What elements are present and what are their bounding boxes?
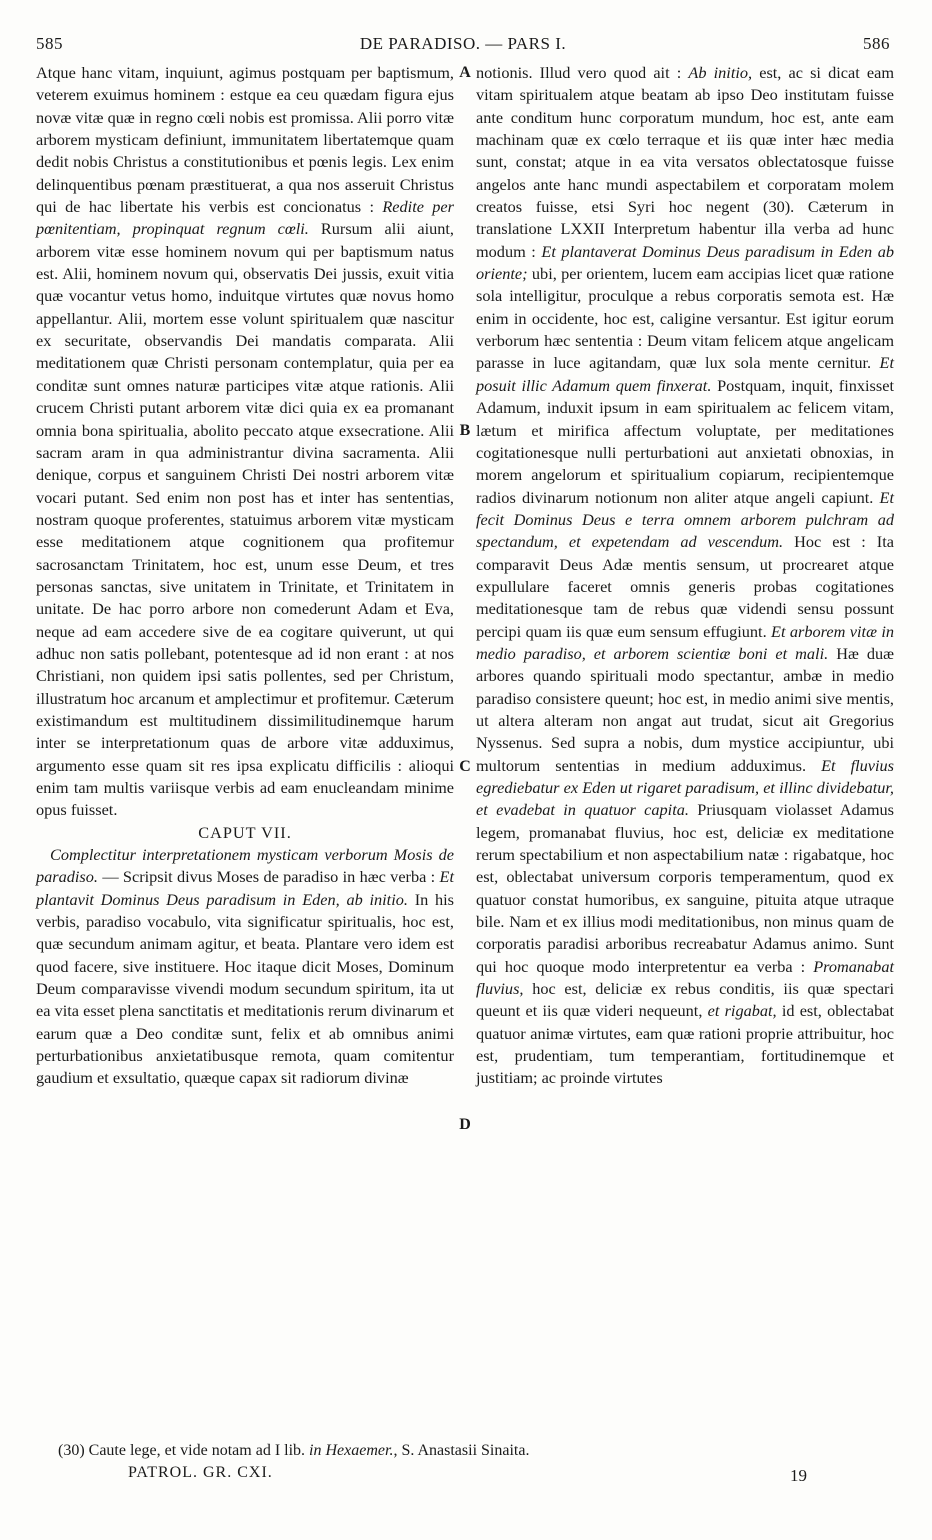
margin-letter-a: A <box>459 64 471 81</box>
scripture-quote: Et arborem vitæ in medio paradiso, et arborem scientiæ boni et mali. <box>476 621 894 663</box>
scripture-quote: Et fecit Dominus Deus e terra omnem arborem pulchram ad spectandum, et expetendam ad vescendum. <box>476 487 894 552</box>
scripture-quote: Et posuit illic Adamum quem finxerat. <box>476 353 894 395</box>
footnote-title: in Hexaemer. <box>309 1442 394 1459</box>
text-run: Postquam, inquit, finxisset Adamum, induxit ipsum in eam spiritualem ac felicem vitam, lætum et mirifica affectum voluptate, per meditationes cogitationesque nulli perturbationi aut anxietati obnoxias, in morem angelorum et spiritualium copiarum, recipientemque radios divinarum notionum non aliter atque angeli capiunt. <box>476 375 894 507</box>
margin-letter-c: C <box>459 758 471 775</box>
footnote-text: (30) Caute lege, et vide notam ad I lib. <box>58 1442 306 1459</box>
text-run: est, ac si dicat eam vitam spiritualem atque beatam ab ipso Deo institutam fuisse ante conditum hunc corporatum mundum, hoc est, ante eam machinam quæ ex cœlo terraque et iis quæ inter hæc media sunt, constat; atque in ea vita versatos oblectatosque fuisse angelos ante hanc mundi aspectabilem et corporatam molem creatos fuisse, etsi Syri hoc negent (30). Cæterum in translatione LXXII Interpretum habentur illa verba ad hunc modum : <box>476 63 894 261</box>
chapter-argument: Complectitur interpretationem mysticam verborum Mosis de paradiso. <box>36 845 454 887</box>
left-paragraph-2 <box>36 844 454 1090</box>
text-run: Priusquam violasset Adamus legem, promanabat fluvius, hoc est, deliciæ ex meditatione rerum spectabilium et non aspectabilium natæ : rigabatque, hoc est, oblectabat universum corporis temperamentum, quod ex quatuor constat humoribus, ex sanguine, pituita atque utraque bile. Nam et ex illius modi meditationibus, non minus quam de corporatis paradisi arboribus recreabatur Adamus animo. Sunt qui hoc quoque modo interpretentur ea verba : <box>476 800 894 976</box>
printer-signature: PATROL. GR. CXI. <box>128 1464 273 1481</box>
text-run: notionis. Illud vero quod ait : <box>476 63 682 82</box>
scripture-quote: Ab initio, <box>688 63 753 82</box>
right-paragraph <box>476 62 894 1090</box>
scripture-quote: Et plantaverat Dominus Deus paradisum in Eden ab oriente; <box>476 241 894 284</box>
scripture-quote: Redite per pœnitentiam, propinquat regnum cœli. <box>36 197 454 239</box>
text-run: Hæ duæ arbores quando spirituali modo spectantur, ambæ in medio paradiso consistere queunt; hoc est, in medio animi sive mentis, ut altera alteram non angat aut trudat, sicut ait Gregorius Nyssenus. Sed supra a nobis, dum mystice accipiuntur, ubi multorum sententias in medium adduximus. <box>476 643 894 775</box>
text-run: Atque hanc vitam, inquiunt, agimus postquam per baptismum, veterem exuimus hominem : estque ea ceu quædam figura ejus novæ vitæ quæ in regno cœli nobis est promissa. Alii porro vitæ arborem mysticam definiunt, immunitatem libertatemque quam dedit nobis Christus a constitutionibus et pœnis legis. Lex enim delinquentibus pœnam præstituerat, a qua nos asseruit Christus qui de hac libertate his verbis est concionatus : <box>36 63 454 217</box>
left-paragraph-1 <box>36 62 454 822</box>
scripture-quote: Et plantavit Dominus Deus paradisum in Eden, ab initio. <box>36 867 454 909</box>
text-run: In his verbis, paradiso vocabulo, vita significatur spiritualis, hoc est, quæ secundum animam agitur, et beata. Plantare vero idem est quod facere, sive instituere. Hoc itaque dicit Moses, Dominum Deum comparavisse vivendi modum secundum spiritum, ita ut ea vita esset plena sanctitatis et meditationis rerum divinarum et earum quæ a Deo conditæ sunt, felix et ab omnibus animi perturbationibus anxietatibusque remota, quam comitentur gaudium et exsultatio, quæque capax sit radiorum divinæ <box>36 889 454 1088</box>
page-number-right: 586 <box>863 34 890 53</box>
text-run: Rursum alii aiunt, arborem vitæ esse hominem novum qui per baptismum natus est. Alii, hominem novum qui, observatis Dei jussis, exuit vitia quæ vocantur vetus homo, induitque virtutes quæ novus homo appellantur. Alii, mortem esse volunt spiritualem quæ nascitur ex securitate, observandis Dei mandatis comparata. Alii meditationem quæ Christi personam contemplatur, quia per ea conditæ sunt omnes naturæ participes vitæ atque rationis. Alii crucem Christi putant arborem vitæ dici quia ex ea promanant omnia bona spiritualia, abolito peccato atque exsecratione. Alii sacram aram in qua administrantur divina sacramenta. Alii denique, corpus et sanguinem Christi Dei nostri arborem vitæ vocari putant. Sed enim non post has et inter has sententias, nostram quoque proferentes, statuimus arborem vitæ mysticam esse meditationem atque cognitionem qua profitemur sacrosanctam Trinitatem, hoc est, unum esse Deum, et tres personas sanctas, sive unitatem in Trinitate, et Trinitatem in unitate. De hac porro arbore non comederunt Adam et Eva, neque ad eam accedere sive de ea cogitare quiverunt, ut qui adhuc non satis pollebant, potentesque ad id non erant : at nos Christiani, non quidem ipsi satis pollentes, sed per Christum, illustratum hoc arcanum et amplectimur et profitemur. Cæterum existimandum est multitudinem dissimilitudinemque harum inter se interpretationum quas de arbore vitæ adduximus, argumento esse quam sit res ipsa explicatu difficilis : alioqui enim tam multis variisque verbis ad eam enucleandam minime opus fuisset. <box>36 219 454 820</box>
text-run: ubi, per orientem, lucem eam accipias licet quæ ratione sola intelligitur, proculque a rebus corporatis semota est. Hæ enim in occidente, hoc est, caligine versantur. Est igitur eorum verborum hæc sententia : Deum vitam felicem atque angelicam parasse in luce agitandam, quæ lux sola mente cernitur. <box>476 264 894 373</box>
left-column <box>36 62 454 1090</box>
scripture-quote: Et fluvius egrediebatur ex Eden ut rigaret paradisum, et illinc dividebatur, et evadebat in quatuor capita. <box>476 755 894 820</box>
scripture-quote: Promanabat fluvius, <box>476 956 894 999</box>
footnote-text: , S. Anastasii Sinaita. <box>393 1442 530 1459</box>
text-run: id est, oblectabat quatuor animæ virtutes, eam quæ rationi proprie attribuitur, hoc est, prudentiam, tum temperantiam, fortitudinemque et justitiam; ac proinde virtutes <box>476 1001 894 1088</box>
running-title: DE PARADISO. — PARS I. <box>359 34 567 53</box>
scripture-quote: et rigabat, <box>707 1001 777 1021</box>
text-run: — Scripsit divus Moses de paradiso in hæc verba : <box>102 867 436 887</box>
margin-letter-b: B <box>459 422 471 439</box>
right-column <box>476 62 894 1090</box>
footnote <box>58 1440 898 1462</box>
margin-letter-d: D <box>459 1116 471 1133</box>
signature-number: 19 <box>790 1466 807 1485</box>
page-number-left: 585 <box>36 34 63 53</box>
chapter-heading: CAPUT VII. <box>198 822 292 842</box>
text-run: hoc est, deliciæ ex rebus conditis, iis quæ spectari queunt et iis quæ videri nequeunt, <box>476 979 894 1021</box>
text-run: Hoc est : Ita comparavit Deus Adæ mentis sensum, ut procrearet atque expullulare faceret omnis generis probas cogitationes meditationesque tam de rebus quæ videndi sensu possunt percipi quam iis quæ eum sensum effugiunt. <box>476 532 894 641</box>
page-header <box>36 34 890 60</box>
